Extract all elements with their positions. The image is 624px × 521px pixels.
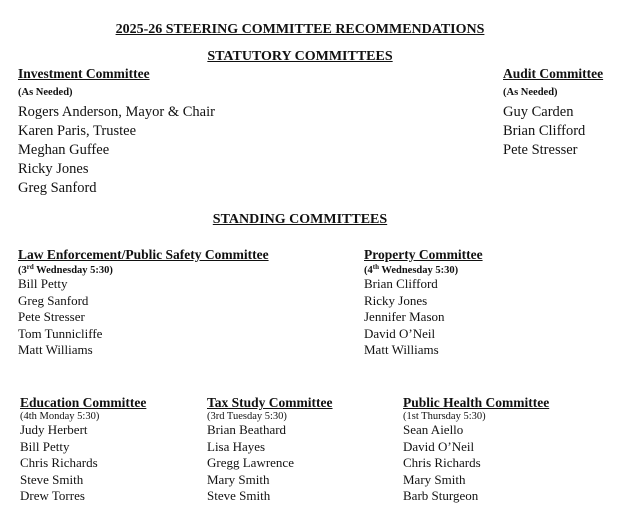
public-health-committee: [403, 395, 549, 505]
member: Lisa Hayes: [207, 438, 266, 454]
member: Brian Clifford: [364, 276, 438, 291]
tax-study-committee-schedule: (3rd Tuesday 5:30): [207, 411, 287, 422]
property-committee-name: Property Committee: [364, 247, 483, 262]
investment-members: [18, 103, 215, 198]
member: Guy Carden: [503, 104, 574, 120]
statutory-heading: STATUTORY COMMITTEES: [207, 49, 393, 64]
member: Steve Smith: [20, 471, 84, 487]
audit-members: [503, 103, 603, 160]
law-enforcement-committee-schedule: (3rd Wednesday 5:30): [18, 263, 113, 276]
member: Mary Smith: [403, 471, 466, 487]
member: Tom Tunnicliffe: [18, 325, 103, 341]
member: Judy Herbert: [20, 422, 88, 437]
member: Mary Smith: [207, 471, 270, 487]
audit-committee-schedule: (As Needed): [503, 87, 558, 98]
member: Meghan Guffee: [18, 142, 110, 158]
law-enforcement-members: [18, 276, 269, 359]
member: David O’Neil: [403, 438, 475, 454]
tax-study-members: [207, 422, 333, 505]
member: Brian Clifford: [503, 123, 586, 139]
education-committee: [20, 395, 146, 505]
member: Karen Paris, Trustee: [18, 123, 137, 139]
property-committee-schedule: (4th Wednesday 5:30): [364, 263, 459, 276]
property-members: [364, 276, 483, 359]
member: Barb Sturgeon: [403, 488, 479, 504]
member: Gregg Lawrence: [207, 455, 294, 471]
law-enforcement-committee: [18, 247, 269, 359]
audit-committee: [503, 66, 603, 160]
member: David O’Neil: [364, 325, 436, 341]
member: Steve Smith: [207, 488, 271, 504]
document-title: 2025-26 STEERING COMMITTEE RECOMMENDATIONS: [115, 22, 485, 37]
member: Matt Williams: [364, 342, 439, 358]
audit-committee-name: Audit Committee: [503, 66, 604, 81]
public-health-committee-schedule: (1st Thursday 5:30): [403, 411, 486, 422]
tax-study-committee: [207, 395, 333, 505]
member: Jennifer Mason: [364, 309, 445, 325]
member: Chris Richards: [20, 455, 98, 471]
member: Rogers Anderson, Mayor & Chair: [18, 104, 215, 120]
member: Greg Sanford: [18, 180, 97, 196]
member: Drew Torres: [20, 488, 85, 504]
member: Bill Petty: [18, 276, 68, 291]
tax-study-committee-name: Tax Study Committee: [207, 395, 333, 410]
education-committee-name: Education Committee: [20, 395, 147, 410]
investment-committee-name: Investment Committee: [18, 66, 150, 81]
member: Matt Williams: [18, 342, 93, 358]
member: Bill Petty: [20, 438, 70, 454]
law-enforcement-committee-name: Law Enforcement/Public Safety Committee: [18, 247, 269, 262]
member: Ricky Jones: [18, 161, 89, 177]
education-members: [20, 422, 146, 505]
member: Sean Aiello: [403, 422, 464, 437]
property-committee: [364, 247, 483, 359]
member: Pete Stresser: [18, 309, 85, 325]
member: Ricky Jones: [364, 292, 428, 308]
education-committee-schedule: (4th Monday 5:30): [20, 411, 100, 422]
public-health-committee-name: Public Health Committee: [403, 395, 550, 410]
public-health-members: [403, 422, 549, 505]
member: Brian Beathard: [207, 422, 287, 437]
standing-heading: STANDING COMMITTEES: [212, 212, 388, 227]
member: Chris Richards: [403, 455, 481, 471]
member: Greg Sanford: [18, 292, 89, 308]
investment-committee: [18, 66, 215, 198]
member: Pete Stresser: [503, 142, 578, 158]
investment-committee-schedule: (As Needed): [18, 87, 73, 98]
